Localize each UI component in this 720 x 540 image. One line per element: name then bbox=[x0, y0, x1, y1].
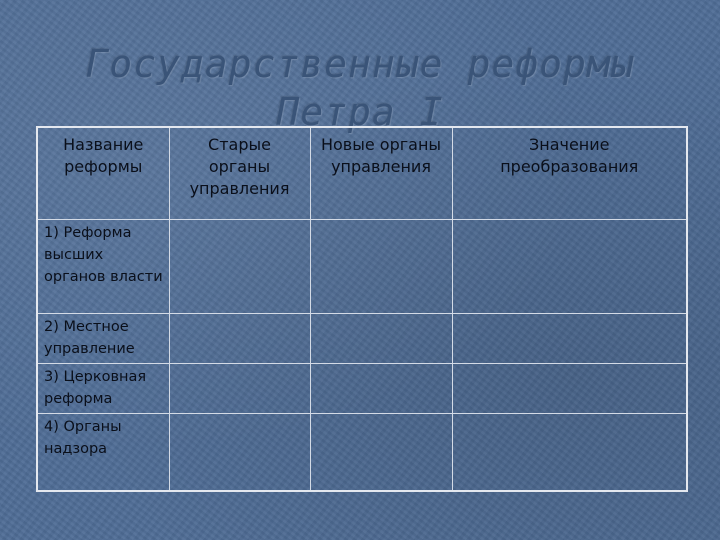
table-cell bbox=[169, 313, 310, 363]
row-label-supervision-bodies: 4) Органы надзора bbox=[37, 413, 169, 491]
table-cell bbox=[452, 363, 687, 413]
column-header-old-bodies: Старые органы управления bbox=[169, 127, 310, 219]
row-label-church-reform: 3) Церковная реформа bbox=[37, 363, 169, 413]
table-cell bbox=[310, 313, 452, 363]
table-row bbox=[37, 219, 687, 313]
table-row bbox=[37, 413, 687, 491]
table-cell bbox=[452, 219, 687, 313]
reforms-table bbox=[36, 126, 688, 492]
column-header-reform-name: Название реформы bbox=[37, 127, 169, 219]
row-label-local-government: 2) Местное управление bbox=[37, 313, 169, 363]
table-cell bbox=[169, 413, 310, 491]
table-cell bbox=[452, 313, 687, 363]
table-row bbox=[37, 313, 687, 363]
table-cell bbox=[169, 219, 310, 313]
table-header-row bbox=[37, 127, 687, 219]
table-cell bbox=[310, 219, 452, 313]
column-header-new-bodies: Новые органы управления bbox=[310, 127, 452, 219]
table-row bbox=[37, 363, 687, 413]
slide-title: Государственные реформы Петра I bbox=[85, 42, 635, 134]
table-cell bbox=[452, 413, 687, 491]
table-cell bbox=[310, 413, 452, 491]
row-label-supreme-power: 1) Реформа высших органов власти bbox=[37, 219, 169, 313]
table-cell bbox=[169, 363, 310, 413]
column-header-significance: Значение преобразования bbox=[452, 127, 687, 219]
table-cell bbox=[310, 363, 452, 413]
